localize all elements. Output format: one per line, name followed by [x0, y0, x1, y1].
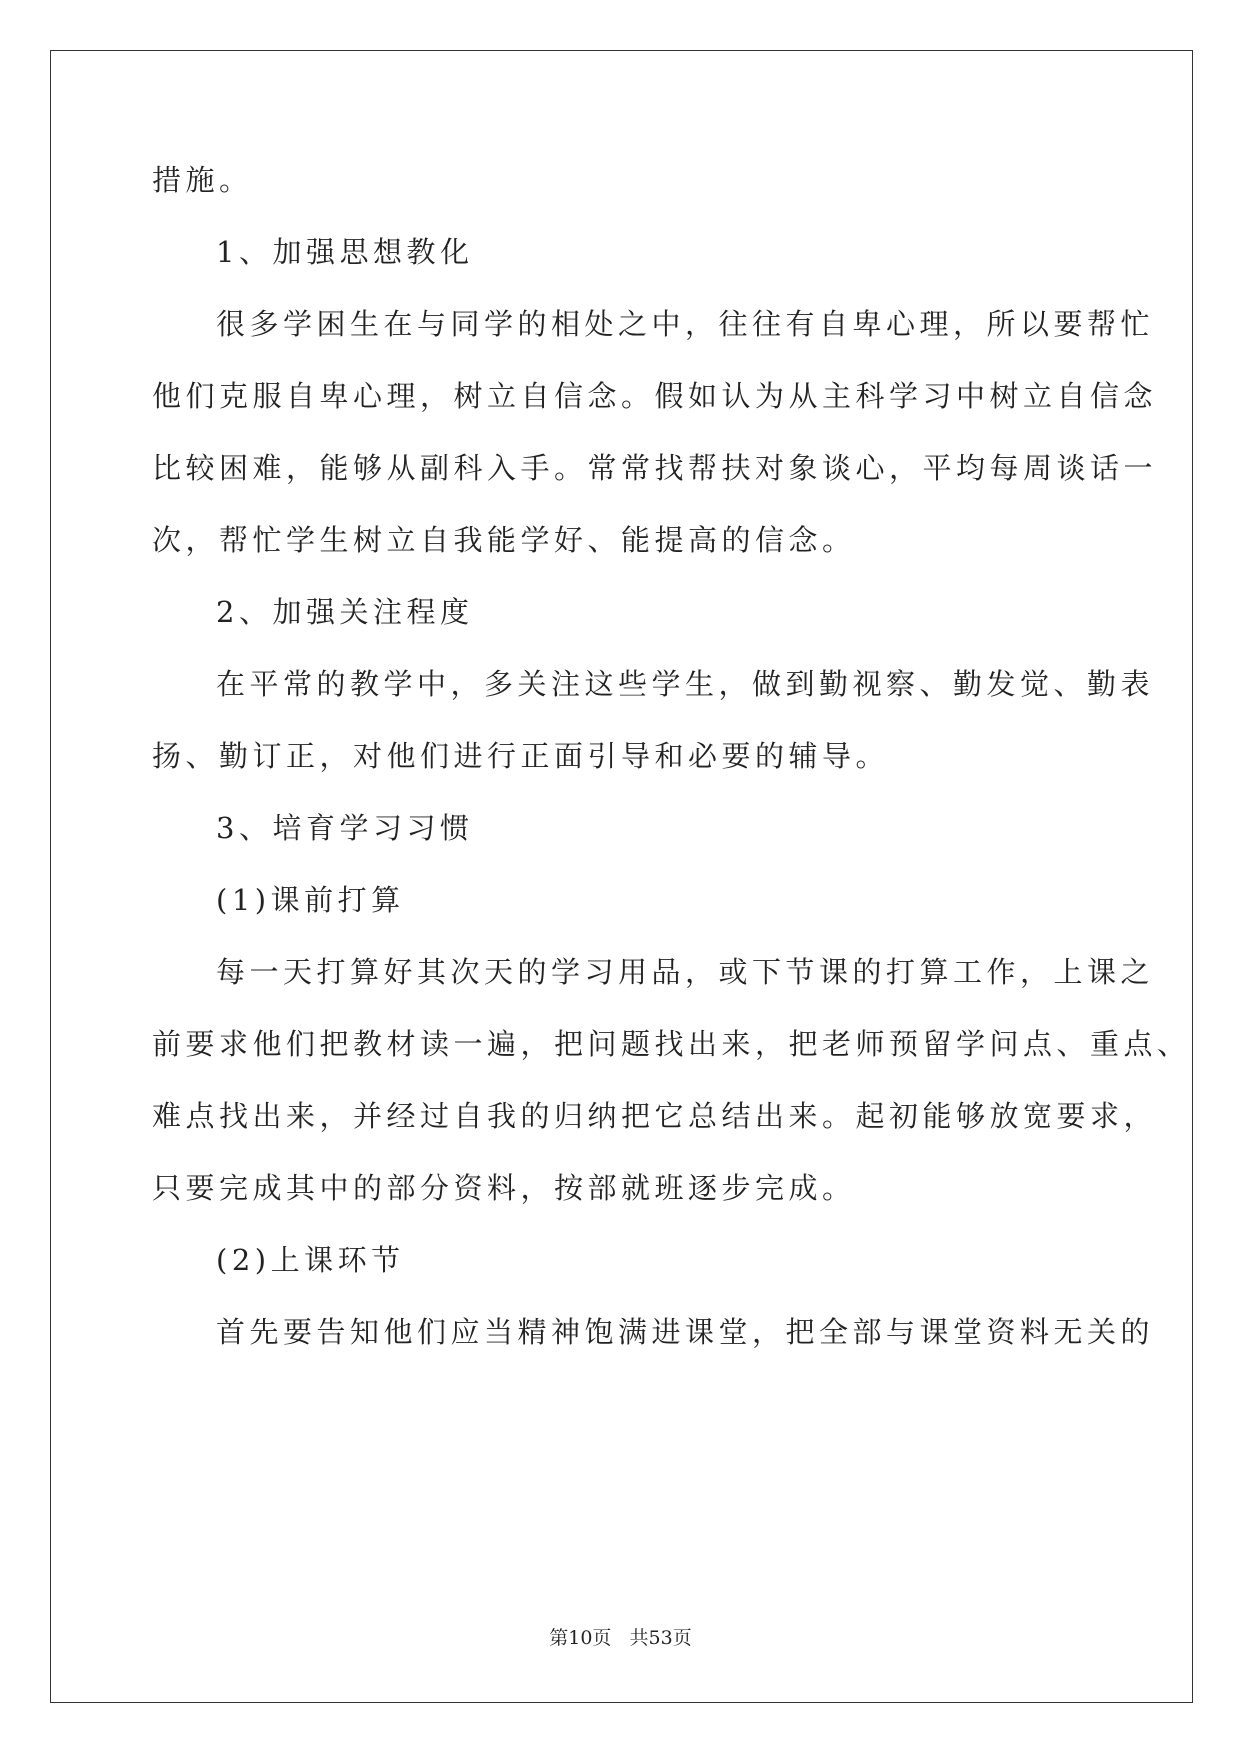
text-line: 次，帮忙学生树立自我能学好、能提高的信念。	[152, 523, 856, 557]
subsection-heading: (1)课前打算	[216, 883, 405, 917]
text-line: 在平常的教学中，多关注这些学生，做到勤视察、勤发觉、勤表	[216, 667, 1155, 701]
page-number-footer: 第10页 共53页	[549, 1627, 692, 1649]
text-line: 难点找出来，并经过自我的归纳把它总结出来。起初能够放宽要求，	[152, 1099, 1158, 1133]
text-line: 前要求他们把教材读一遍，把问题找出来，把老师预留学问点、重点、	[152, 1027, 1191, 1061]
page-frame	[50, 50, 1193, 1703]
section-heading: 1、加强思想教化	[216, 235, 474, 269]
text-line: 扬、勤订正，对他们进行正面引导和必要的辅导。	[152, 739, 890, 773]
text-line: 他们克服自卑心理，树立自信念。假如认为从主科学习中树立自信念	[152, 379, 1158, 413]
text-line: 比较困难，能够从副科入手。常常找帮扶对象谈心，平均每周谈话一	[152, 451, 1158, 485]
text-line: 只要完成其中的部分资料，按部就班逐步完成。	[152, 1171, 856, 1205]
subsection-heading: (2)上课环节	[216, 1243, 405, 1277]
text-line: 措施。	[152, 163, 253, 197]
text-line: 首先要告知他们应当精神饱满进课堂，把全部与课堂资料无关的	[216, 1315, 1155, 1349]
section-heading: 3、培育学习习惯	[216, 811, 474, 845]
text-line: 很多学困生在与同学的相处之中，往往有自卑心理，所以要帮忙	[216, 307, 1155, 341]
text-line: 每一天打算好其次天的学习用品，或下节课的打算工作，上课之	[216, 955, 1155, 989]
section-heading: 2、加强关注程度	[216, 595, 474, 629]
